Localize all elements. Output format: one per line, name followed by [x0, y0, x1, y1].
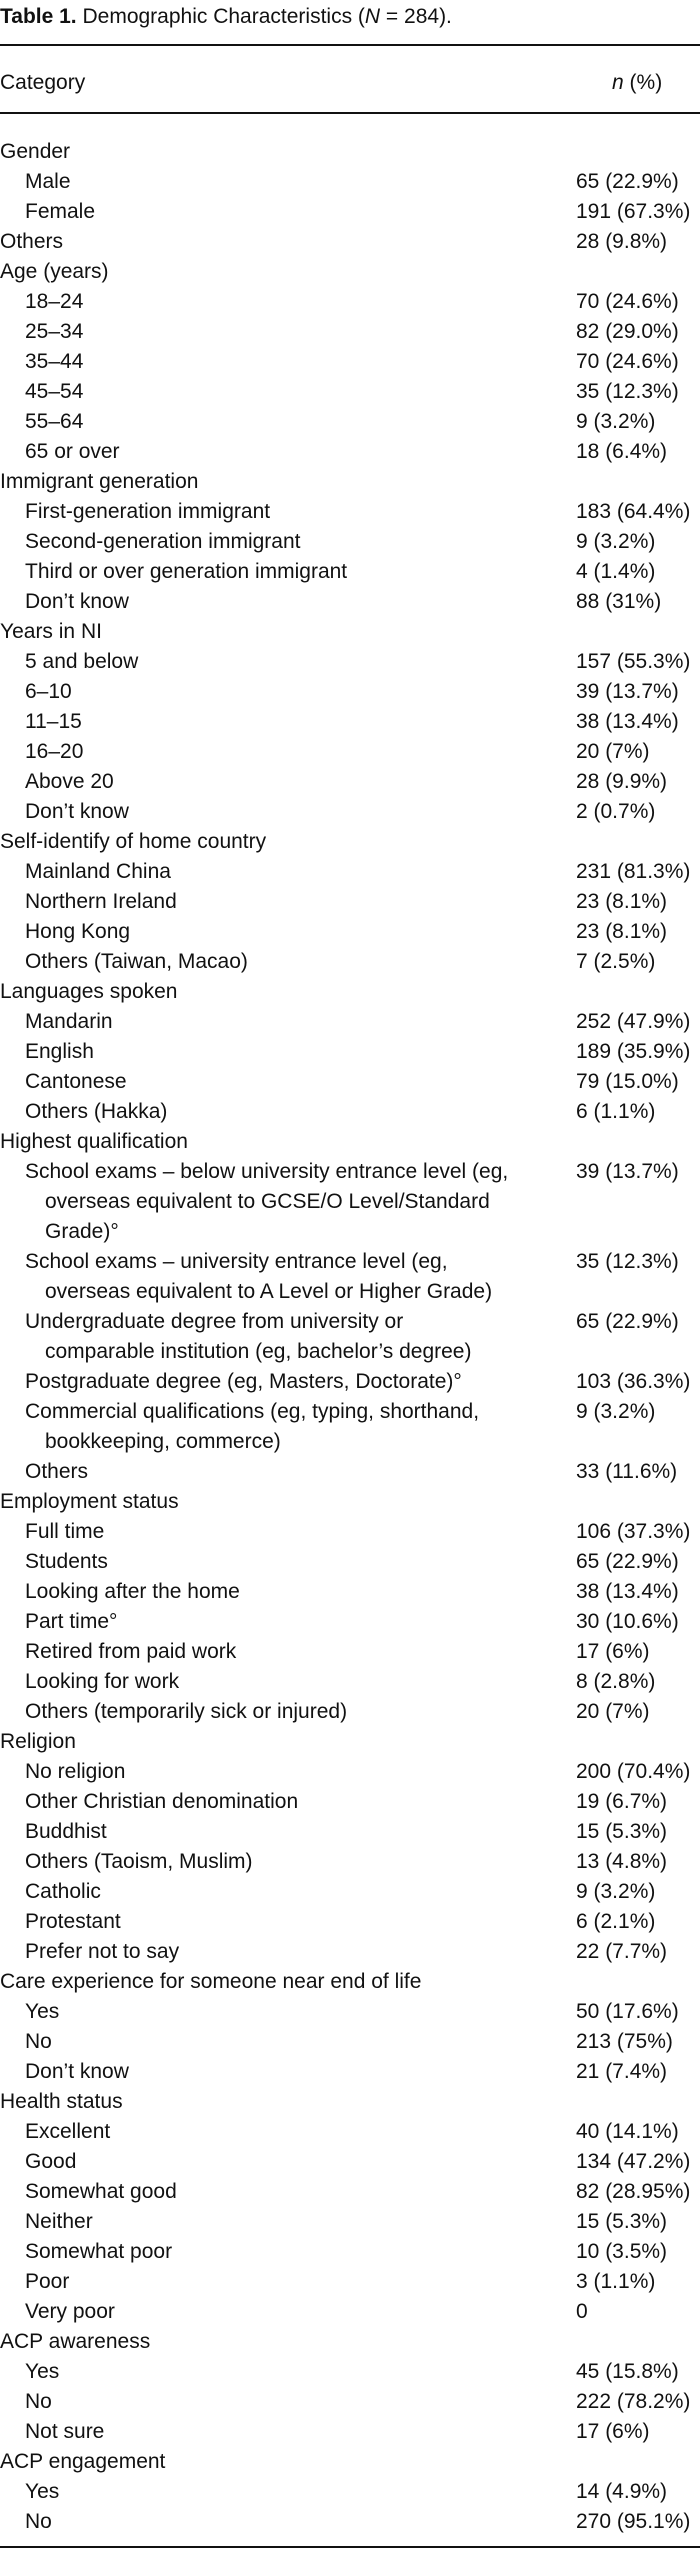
- table-row: [0, 857, 700, 887]
- n-symbol: N: [364, 5, 381, 28]
- category-label: Highest qualification: [0, 1130, 188, 1153]
- row-value: 40 (14.1%): [576, 2120, 679, 2143]
- row-label: Yes: [25, 2480, 60, 2503]
- table-row: [0, 557, 700, 587]
- row-value: 134 (47.2%): [576, 2150, 691, 2173]
- row-value: 18 (6.4%): [576, 440, 668, 463]
- table-row: [0, 1097, 700, 1127]
- header-category: Category: [0, 71, 86, 94]
- table-row: [0, 527, 700, 557]
- table-row: [0, 497, 700, 527]
- row-label: No: [25, 2030, 52, 2053]
- row-label: Not sure: [25, 2420, 105, 2443]
- row-label: School exams – university entrance level (eg, overseas equivalent to A Level or Higher Grade): [25, 1250, 493, 1303]
- row-value: 0: [576, 2300, 588, 2323]
- row-label: Commercial qualifications (eg, typing, shorthand, bookkeeping, commerce): [25, 1400, 480, 1453]
- category-label: Others: [0, 230, 64, 253]
- row-value: 231 (81.3%): [576, 860, 691, 883]
- row-label: Cantonese: [25, 1070, 127, 1093]
- table-row: [0, 377, 700, 407]
- row-label: 6–10: [25, 680, 72, 703]
- table-row: [0, 1817, 700, 1847]
- row-label: 16–20: [25, 740, 84, 763]
- top-rule: [0, 44, 700, 46]
- row-label: Excellent: [25, 2120, 111, 2143]
- category-label: ACP engagement: [0, 2450, 166, 2473]
- table-label: Table 1.: [0, 5, 77, 28]
- category-row: [0, 2447, 700, 2477]
- row-value: 213 (75%): [576, 2030, 673, 2053]
- table-row: [0, 1397, 700, 1457]
- row-value: 9 (3.2%): [576, 1400, 656, 1423]
- table-row: [0, 1607, 700, 1637]
- row-label: Protestant: [25, 1910, 121, 1933]
- row-label: No: [25, 2390, 52, 2413]
- row-value: 7 (2.5%): [576, 950, 656, 973]
- table-row: [0, 2387, 700, 2417]
- category-label: Gender: [0, 140, 71, 163]
- table-row: [0, 2177, 700, 2207]
- row-label: Catholic: [25, 1880, 101, 1903]
- row-label: Don’t know: [25, 590, 129, 613]
- category-row: [0, 2327, 700, 2357]
- row-value: 22 (7.7%): [576, 1940, 668, 1963]
- row-label: Looking for work: [25, 1670, 180, 1693]
- category-label: Years in NI: [0, 620, 102, 643]
- header-n-pct: n (%): [612, 71, 663, 94]
- row-value: 183 (64.4%): [576, 500, 691, 523]
- table-row: [0, 2027, 700, 2057]
- row-label: Looking after the home: [25, 1580, 240, 1603]
- row-label: 45–54: [25, 380, 84, 403]
- row-value: 20 (7%): [576, 740, 650, 763]
- row-value: 15 (5.3%): [576, 1820, 668, 1843]
- category-label: Self-identify of home country: [0, 830, 267, 853]
- category-row: [0, 1967, 700, 1997]
- table-row: [0, 707, 700, 737]
- row-label: Good: [25, 2150, 77, 2173]
- row-value: 9 (3.2%): [576, 530, 656, 553]
- bottom-rule: [0, 2546, 700, 2548]
- row-label: Male: [25, 170, 71, 193]
- row-label: No religion: [25, 1760, 126, 1783]
- table-row: [0, 437, 700, 467]
- row-value: 79 (15.0%): [576, 1070, 679, 1093]
- table-row: [0, 647, 700, 677]
- row-value: 39 (13.7%): [576, 680, 679, 703]
- row-label: Postgraduate degree (eg, Masters, Doctorate)°: [25, 1370, 462, 1393]
- table-row: [0, 1517, 700, 1547]
- row-label: Mandarin: [25, 1010, 113, 1033]
- row-label: Somewhat good: [25, 2180, 177, 2203]
- row-label: School exams – below university entrance level (eg, overseas equivalent to GCSE/O Level/Standard Grade)°: [25, 1160, 509, 1243]
- category-row: [0, 1727, 700, 1757]
- row-label: Part time°: [25, 1610, 118, 1633]
- category-row: [0, 257, 700, 287]
- row-label: 11–15: [25, 710, 82, 733]
- table-row: [0, 1067, 700, 1097]
- row-value: 65 (22.9%): [576, 1550, 679, 1573]
- table-row: [0, 167, 700, 197]
- table-header: [0, 66, 700, 100]
- table-row: [0, 737, 700, 767]
- header-rule: [0, 112, 700, 114]
- row-label: Other Christian denomination: [25, 1790, 299, 1813]
- row-label: First-generation immigrant: [25, 500, 271, 523]
- row-label: Others (Taiwan, Macao): [25, 950, 248, 973]
- row-value: 35 (12.3%): [576, 1250, 679, 1273]
- table-row: [0, 1667, 700, 1697]
- table-row: [0, 797, 700, 827]
- row-value: 6 (2.1%): [576, 1910, 656, 1933]
- row-value: 38 (13.4%): [576, 1580, 679, 1603]
- row-label: 35–44: [25, 350, 84, 373]
- row-label: Others: [25, 1460, 89, 1483]
- row-value: 30 (10.6%): [576, 1610, 679, 1633]
- row-value: 50 (17.6%): [576, 2000, 679, 2023]
- row-label: Don’t know: [25, 800, 129, 823]
- row-value: 70 (24.6%): [576, 290, 679, 313]
- category-label: Health status: [0, 2090, 123, 2113]
- table-row: [0, 1787, 700, 1817]
- row-value: 3 (1.1%): [576, 2270, 656, 2293]
- row-value: 23 (8.1%): [576, 920, 668, 943]
- category-row: [0, 1127, 700, 1157]
- row-value: 70 (24.6%): [576, 350, 679, 373]
- category-row: [0, 467, 700, 497]
- category-label: ACP awareness: [0, 2330, 151, 2353]
- table-row: [0, 887, 700, 917]
- row-value: 13 (4.8%): [576, 1850, 668, 1873]
- row-value: 106 (37.3%): [576, 1520, 691, 1543]
- row-value: 17 (6%): [576, 2420, 650, 2443]
- category-row: [0, 617, 700, 647]
- row-value: 200 (70.4%): [576, 1760, 691, 1783]
- table-row: [0, 2057, 700, 2087]
- table-row: [0, 1757, 700, 1787]
- table-row: [0, 1877, 700, 1907]
- row-value: 20 (7%): [576, 1700, 650, 1723]
- row-label: Undergraduate degree from university or comparable institution (eg, bachelor’s degree): [25, 1310, 472, 1363]
- table-row: [0, 1547, 700, 1577]
- table-row: [0, 1457, 700, 1487]
- row-label: Others (Hakka): [25, 1100, 168, 1123]
- table-row: [0, 287, 700, 317]
- row-value: 6 (1.1%): [576, 1100, 656, 1123]
- row-label: Second-generation immigrant: [25, 530, 301, 553]
- row-label: Northern Ireland: [25, 890, 177, 913]
- table-row: [0, 1907, 700, 1937]
- n-symbol: n: [612, 71, 624, 94]
- row-label: Students: [25, 1550, 108, 1573]
- row-label: Female: [25, 200, 96, 223]
- row-label: Above 20: [25, 770, 114, 793]
- row-label: Others (temporarily sick or injured): [25, 1700, 348, 1723]
- row-label: 55–64: [25, 410, 84, 433]
- row-label: 18–24: [25, 290, 84, 313]
- row-label: Third or over generation immigrant: [25, 560, 348, 583]
- table-row: [0, 2237, 700, 2267]
- row-value: 9 (3.2%): [576, 1880, 656, 1903]
- table-row: [0, 2267, 700, 2297]
- table-row: [0, 917, 700, 947]
- category-label: Immigrant generation: [0, 470, 199, 493]
- row-value: 14 (4.9%): [576, 2480, 668, 2503]
- table-row: [0, 407, 700, 437]
- row-value: 222 (78.2%): [576, 2390, 691, 2413]
- row-label: Poor: [25, 2270, 70, 2293]
- row-value: 157 (55.3%): [576, 650, 691, 673]
- table-row: [0, 1637, 700, 1667]
- table-row: [0, 1307, 700, 1367]
- table-row: [0, 767, 700, 797]
- row-value: 23 (8.1%): [576, 890, 668, 913]
- row-label: 65 or over: [25, 440, 120, 463]
- category-row: [0, 227, 700, 257]
- table-row: [0, 2507, 700, 2537]
- table-row: [0, 1937, 700, 1967]
- row-label: English: [25, 1040, 94, 1063]
- category-row: [0, 137, 700, 167]
- table-row: [0, 1247, 700, 1307]
- row-value: 189 (35.9%): [576, 1040, 691, 1063]
- table-row: [0, 1367, 700, 1397]
- row-value: 270 (95.1%): [576, 2510, 691, 2533]
- row-label: Prefer not to say: [25, 1940, 180, 1963]
- table-row: [0, 1007, 700, 1037]
- row-value: 35 (12.3%): [576, 380, 679, 403]
- row-label: 5 and below: [25, 650, 139, 673]
- row-value: 15 (5.3%): [576, 2210, 668, 2233]
- table-row: [0, 1847, 700, 1877]
- table-body: [0, 137, 700, 2537]
- row-value: 8 (2.8%): [576, 1670, 656, 1693]
- row-value: 38 (13.4%): [576, 710, 679, 733]
- row-label: 25–34: [25, 320, 84, 343]
- row-label: Very poor: [25, 2300, 115, 2323]
- table-row: [0, 2297, 700, 2327]
- row-value: 65 (22.9%): [576, 1310, 679, 1333]
- row-label: Full time: [25, 1520, 105, 1543]
- table-row: [0, 587, 700, 617]
- table-row: [0, 1997, 700, 2027]
- category-row: [0, 977, 700, 1007]
- table-row: [0, 1037, 700, 1067]
- row-label: Neither: [25, 2210, 93, 2233]
- category-row: [0, 1487, 700, 1517]
- row-value: 39 (13.7%): [576, 1160, 679, 1183]
- table-row: [0, 197, 700, 227]
- row-value: 252 (47.9%): [576, 1010, 691, 1033]
- table-row: [0, 2147, 700, 2177]
- category-label: Religion: [0, 1730, 76, 1753]
- table-row: [0, 947, 700, 977]
- table-row: [0, 347, 700, 377]
- row-value: 17 (6%): [576, 1640, 650, 1663]
- table-title-n: = 284).: [380, 5, 452, 28]
- category-row: [0, 2087, 700, 2117]
- table-row: [0, 1697, 700, 1727]
- row-label: Others (Taoism, Muslim): [25, 1850, 253, 1873]
- table-row: [0, 1577, 700, 1607]
- row-label: Don’t know: [25, 2060, 129, 2083]
- category-label: Care experience for someone near end of life: [0, 1970, 422, 1993]
- table-caption: [0, 2, 452, 32]
- row-value: 65 (22.9%): [576, 170, 679, 193]
- row-label: Somewhat poor: [25, 2240, 173, 2263]
- row-value: 19 (6.7%): [576, 1790, 668, 1813]
- table-row: [0, 2117, 700, 2147]
- row-label: Buddhist: [25, 1820, 107, 1843]
- category-row: [0, 827, 700, 857]
- row-label: Yes: [25, 2360, 60, 2383]
- row-label: Yes: [25, 2000, 60, 2023]
- category-label: Employment status: [0, 1490, 179, 1513]
- table-row: [0, 2207, 700, 2237]
- row-value: 82 (28.95%): [576, 2180, 691, 2203]
- category-label: Languages spoken: [0, 980, 178, 1003]
- row-value: 2 (0.7%): [576, 800, 656, 823]
- row-label: No: [25, 2510, 52, 2533]
- row-value: 33 (11.6%): [576, 1460, 678, 1483]
- row-label: Retired from paid work: [25, 1640, 237, 1663]
- category-label: Age (years): [0, 260, 109, 283]
- row-label: Hong Kong: [25, 920, 131, 943]
- table-row: [0, 2357, 700, 2387]
- row-value: 88 (31%): [576, 590, 662, 613]
- table-row: [0, 2417, 700, 2447]
- row-value: 9 (3.2%): [576, 410, 656, 433]
- row-value: 28 (9.8%): [576, 230, 668, 253]
- table-row: [0, 2477, 700, 2507]
- table-row: [0, 317, 700, 347]
- table-row: [0, 1157, 700, 1247]
- table-title-text: Demographic Characteristics (: [82, 5, 365, 28]
- row-label: Mainland China: [25, 860, 171, 883]
- row-value: 191 (67.3%): [576, 200, 691, 223]
- row-value: 45 (15.8%): [576, 2360, 679, 2383]
- row-value: 21 (7.4%): [576, 2060, 668, 2083]
- row-value: 10 (3.5%): [576, 2240, 668, 2263]
- row-value: 4 (1.4%): [576, 560, 656, 583]
- row-value: 103 (36.3%): [576, 1370, 691, 1393]
- table-row: [0, 677, 700, 707]
- row-value: 82 (29.0%): [576, 320, 679, 343]
- row-value: 28 (9.9%): [576, 770, 668, 793]
